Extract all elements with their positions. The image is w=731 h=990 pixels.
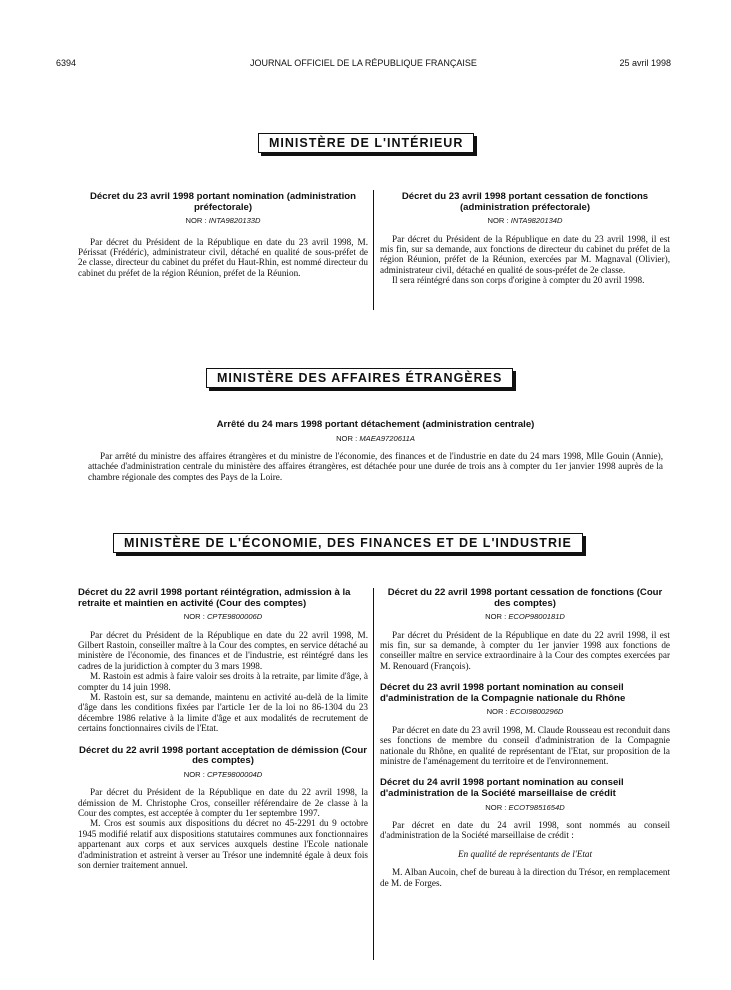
- article-paragraph: Par décret en date du 24 avril 1998, sont nommés au conseil d'administration de la Société marseillaise de crédit :: [380, 820, 670, 841]
- article-paragraph: Par décret du Président de la République en date du 22 avril 1998, M. Gilbert Rastoin, conseiller maître à la Cour des comptes, en service détaché au ministère de l'économie, des finances et de l'industrie, est réintégré dans les cadres de la juridiction à compter du 3 mars 1998.: [78, 629, 368, 671]
- nor-code: INTA9820133D: [208, 216, 261, 226]
- nor-label: NOR :: [487, 216, 509, 226]
- article-title: Décret du 22 avril 1998 portant acceptation de démission (Cour des comptes): [79, 744, 367, 767]
- nor-reference: [380, 707, 670, 717]
- article-nomination-perissat: [78, 192, 368, 278]
- ministry-heading-economie: MINISTÈRE DE L'ÉCONOMIE, DES FINANCES ET DE L'INDUSTRIE: [113, 533, 583, 553]
- nor-label: NOR :: [486, 707, 508, 717]
- article-paragraph: Par arrêté du ministre des affaires étrangères et du ministre de l'économie, des finances et de l'industrie en date du 24 mars 1998, Mlle Gouin (Annie), attachée d'administration centrale du ministère des affaires étrangères, est détachée pour une durée de trois ans à compter du 1er janvier 1998 auprès de la chambre régionale des comptes des Pays de la Loire.: [88, 451, 663, 482]
- economie-right-column: [380, 588, 670, 888]
- nor-code: ECOP9800181D: [508, 612, 565, 622]
- economie-left-column: [78, 588, 368, 871]
- nor-reference: [78, 612, 368, 622]
- article-paragraph: M. Alban Aucoin, chef de bureau à la direction du Trésor, en remplacement de M. de Forges.: [380, 867, 670, 888]
- article-title: Arrêté du 24 mars 1998 portant détachement (administration centrale): [216, 419, 535, 430]
- article-paragraph: Par décret du Président de la République en date du 23 avril 1998, M. Périssat (Frédéric), administrateur civil, détaché en qualité de sous-préfet de 2e classe, directeur du cabinet du préfet du Haut-Rhin, est nommé directeur du cabinet du préfet de la région Réunion, préfet de la Réunion.: [78, 236, 368, 278]
- journal-title: JOURNAL OFFICIEL DE LA RÉPUBLIQUE FRANÇAISE: [250, 58, 477, 68]
- ministry-heading-interieur: MINISTÈRE DE L'INTÉRIEUR: [258, 133, 474, 153]
- article-paragraph: M. Rastoin est admis à faire valoir ses droits à la retraite, par limite d'âge, à compter du 14 juin 1998.: [78, 671, 368, 692]
- column-divider: [373, 190, 374, 310]
- nor-label: NOR :: [336, 433, 358, 443]
- nor-code: CPTE9800006D: [206, 612, 263, 622]
- article-paragraph: Il sera réintégré dans son corps d'origine à compter du 20 avril 1998.: [392, 275, 645, 286]
- article-paragraph: Par décret du Président de la République en date du 23 avril 1998, il est mis fin, sur sa demande, aux fonctions de directeur du cabinet du préfet de la région Réunion, préfet de la Réunion, exercées par M. Magnaval (Olivier), administrateur civil, détaché en qualité de sous-préfet de 2e classe.: [380, 233, 670, 275]
- issue-date: 25 avril 1998: [619, 58, 671, 68]
- article-title: Décret du 23 avril 1998 portant nomination au conseil d'administration de la Compagnie nationale du Rhône: [380, 682, 626, 704]
- article-demission-cros: [78, 746, 368, 871]
- article-title: Décret du 22 avril 1998 portant cessation de fonctions (Cour des comptes): [387, 587, 663, 609]
- nor-code: INTA9820134D: [510, 216, 563, 226]
- ministry-heading-affaires-etrangeres: MINISTÈRE DES AFFAIRES ÉTRANGÈRES: [206, 368, 513, 388]
- article-title: Décret du 23 avril 1998 portant cessation de fonctions (administration préfectorale): [401, 191, 649, 213]
- article-detachement-gouin: [88, 420, 663, 482]
- article-subheading: En qualité de représentants de l'Etat: [457, 848, 593, 859]
- article-paragraph: Par décret en date du 23 avril 1998, M. Claude Rousseau est reconduit dans ses fonctions de membre du conseil d'administration de la Compagnie nationale du Rhône, en qualité de représentant de l'Etat, sur proposition de la ministre de l'aménagement du territoire et de l'environnement.: [380, 724, 670, 767]
- nor-code: ECOT9851654D: [508, 802, 565, 812]
- nor-label: NOR :: [485, 612, 507, 622]
- nor-reference: [88, 434, 663, 444]
- nor-reference: [380, 612, 670, 622]
- article-title: Décret du 23 avril 1998 portant nomination (administration préfectorale): [89, 191, 357, 213]
- article-nomination-smc: [380, 778, 670, 888]
- article-nomination-rousseau: [380, 683, 670, 766]
- nor-label: NOR :: [183, 612, 205, 622]
- article-cessation-magnaval: [380, 192, 670, 286]
- nor-code: MAEA9720611A: [359, 433, 415, 443]
- page-header: [56, 58, 671, 72]
- nor-label: NOR :: [183, 769, 205, 779]
- nor-code: CPTE9800004D: [206, 769, 263, 779]
- article-paragraph: M. Cros est soumis aux dispositions du décret no 45-2291 du 9 octobre 1945 modifié relatif aux dispositions statutaires communes aux fonctionnaires appartenant aux corps et aux services auxquels destine l'Ecole nationale d'administration et astreint à verser au Trésor une indemnité égale à deux fois son dernier traitement annuel.: [78, 818, 368, 871]
- article-title: Décret du 24 avril 1998 portant nomination au conseil d'administration de la Société marseillaise de crédit: [380, 777, 624, 800]
- nor-reference: [78, 216, 368, 226]
- nor-code: ECOI9800296D: [509, 707, 564, 717]
- page-number: 6394: [56, 58, 77, 68]
- column-divider: [373, 588, 374, 960]
- nor-reference: [380, 216, 670, 226]
- nor-reference: [78, 770, 368, 780]
- article-paragraph: M. Rastoin est, sur sa demande, maintenu en activité au-delà de la limite d'âge dans les conditions fixées par l'article 1er de la loi no 86-1304 du 23 décembre 1986 relative à la limite d'âge et aux modalités de recrutement de certains fonctionnaires civils de l'Etat.: [78, 692, 368, 734]
- nor-label: NOR :: [485, 802, 507, 812]
- article-paragraph: Par décret du Président de la République en date du 22 avril 1998, la démission de M. Christophe Cros, conseiller référendaire de 2e classe à la Cour des comptes, est acceptée à compter du 1er septembre 1997.: [78, 787, 368, 819]
- article-cessation-renouard: [380, 588, 670, 671]
- nor-label: NOR :: [185, 216, 207, 226]
- article-title: Décret du 22 avril 1998 portant réintégration, admission à la retraite et maintien en activité (Cour des comptes): [78, 587, 351, 609]
- nor-reference: [380, 803, 670, 813]
- article-reintegration-rastoin: [78, 588, 368, 734]
- article-paragraph: Par décret du Président de la République en date du 22 avril 1998, il est mis fin, sur sa demande, à compter du 1er janvier 1998 aux fonctions de conseiller maître en service extraordinaire à la Cour des comptes exercées par M. Renouard (François).: [380, 629, 670, 671]
